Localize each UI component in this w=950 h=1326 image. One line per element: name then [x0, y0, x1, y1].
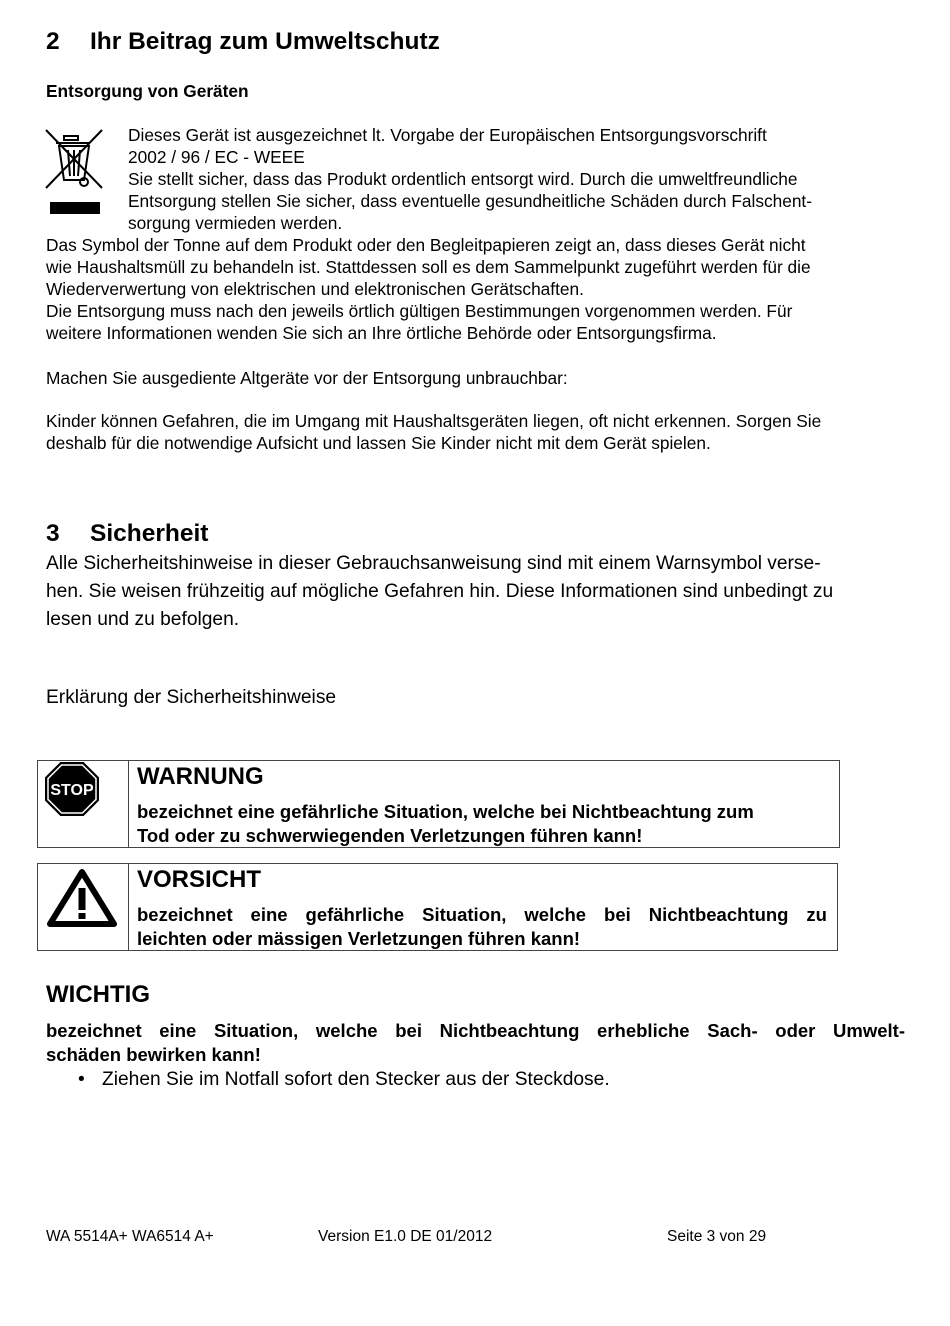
warning-box [37, 760, 840, 848]
important-desc-line-2: schäden bewirken kann! [46, 1044, 261, 1065]
warning-triangle-icon [46, 868, 118, 928]
disposal-paragraph-line-2: wie Haushaltsmüll zu behandeln ist. Stattdessen soll es dem Sammelpunkt zugeführt werden für die [46, 257, 811, 277]
section-3-number: 3 [46, 520, 60, 547]
important-desc-line-1-wrap [46, 1019, 905, 1043]
caution-desc-line-1-wrap [137, 903, 827, 927]
stop-sign-icon [44, 761, 100, 817]
weee-text-line-3: Sie stellt sicher, dass das Produkt ordentlich entsorgt wird. Durch die umweltfreundliche [128, 169, 798, 189]
caution-box [37, 863, 838, 951]
important-title: WICHTIG [46, 981, 150, 1008]
warning-icon-cell [38, 761, 129, 847]
weee-bin-icon [44, 126, 106, 218]
safety-intro-line-2: hen. Sie weisen frühzeitig auf mögliche Gefahren hin. Diese Informationen sind unbedingt zu [46, 581, 834, 602]
disposal-paragraph-line-3: Wiederverwertung von elektrischen und elektronischen Gerätschaften. [46, 279, 584, 299]
footer-page-number: Seite 3 von 29 [667, 1228, 767, 1245]
disposal-paragraph-line-4: Die Entsorgung muss nach den jeweils örtlich gültigen Bestimmungen vorgenommen werden. Für [46, 301, 793, 321]
warning-desc-line-1: bezeichnet eine gefährliche Situation, welche bei Nichtbeachtung zum [137, 801, 754, 822]
disposal-paragraph-line-1: Das Symbol der Tonne auf dem Produkt oder den Begleitpapieren zeigt an, dass dieses Gerät nicht [46, 235, 806, 255]
children-note-line-1: Kinder können Gefahren, die im Umgang mit Haushaltsgeräten liegen, oft nicht erkennen. Sorgen Sie [46, 411, 822, 431]
disposal-paragraph-line-5: weitere Informationen wenden Sie sich an Ihre örtliche Behörde oder Entsorgungsfirma. [46, 323, 717, 343]
footer-version: Version E1.0 DE 01/2012 [318, 1228, 493, 1245]
caution-title: VORSICHT [137, 866, 262, 893]
bullet-icon: • [78, 1069, 85, 1090]
caution-desc-line-1: bezeichnet eine gefährliche Situation, welche bei Nichtbeachtung zu [137, 904, 827, 925]
weee-text-line-4: Entsorgung stellen Sie sicher, dass eventuelle gesundheitliche Schäden durch Falschent- [128, 191, 812, 211]
section-3-title: Sicherheit [90, 520, 209, 547]
weee-text-line-2: 2002 / 96 / EC - WEEE [128, 147, 305, 167]
section-2-number: 2 [46, 28, 60, 55]
stop-sign-label: STOP [50, 782, 94, 799]
section-2-title: Ihr Beitrag zum Umweltschutz [90, 28, 440, 55]
important-desc-line-1: bezeichnet eine Situation, welche bei Nichtbeachtung erhebliche Sach- oder Umwelt- [46, 1020, 905, 1041]
emergency-bullet-text: Ziehen Sie im Notfall sofort den Stecker aus der Steckdose. [102, 1069, 610, 1090]
weee-text-line-1: Dieses Gerät ist ausgezeichnet lt. Vorgabe der Europäischen Entsorgungsvorschrift [128, 125, 767, 145]
safety-intro-line-1: Alle Sicherheitshinweise in dieser Gebrauchsanweisung sind mit einem Warnsymbol verse- [46, 553, 821, 574]
safety-intro-line-3: lesen und zu befolgen. [46, 609, 240, 630]
warning-title: WARNUNG [137, 763, 264, 790]
footer-model: WA 5514A+ WA6514 A+ [46, 1228, 214, 1245]
unusable-note: Machen Sie ausgediente Altgeräte vor der Entsorgung unbrauchbar: [46, 368, 568, 388]
disposal-subheading: Entsorgung von Geräten [46, 81, 249, 101]
safety-explanation-heading: Erklärung der Sicherheitshinweise [46, 687, 337, 708]
weee-text-line-5: sorgung vermieden werden. [128, 213, 343, 233]
children-note-line-2: deshalb für die notwendige Aufsicht und lassen Sie Kinder nicht mit dem Gerät spielen. [46, 433, 711, 453]
warning-desc-line-2: Tod oder zu schwerwiegenden Verletzungen führen kann! [137, 825, 643, 846]
caution-desc-line-2: leichten oder mässigen Verletzungen führen kann! [137, 928, 581, 949]
caution-icon-cell [38, 864, 129, 950]
